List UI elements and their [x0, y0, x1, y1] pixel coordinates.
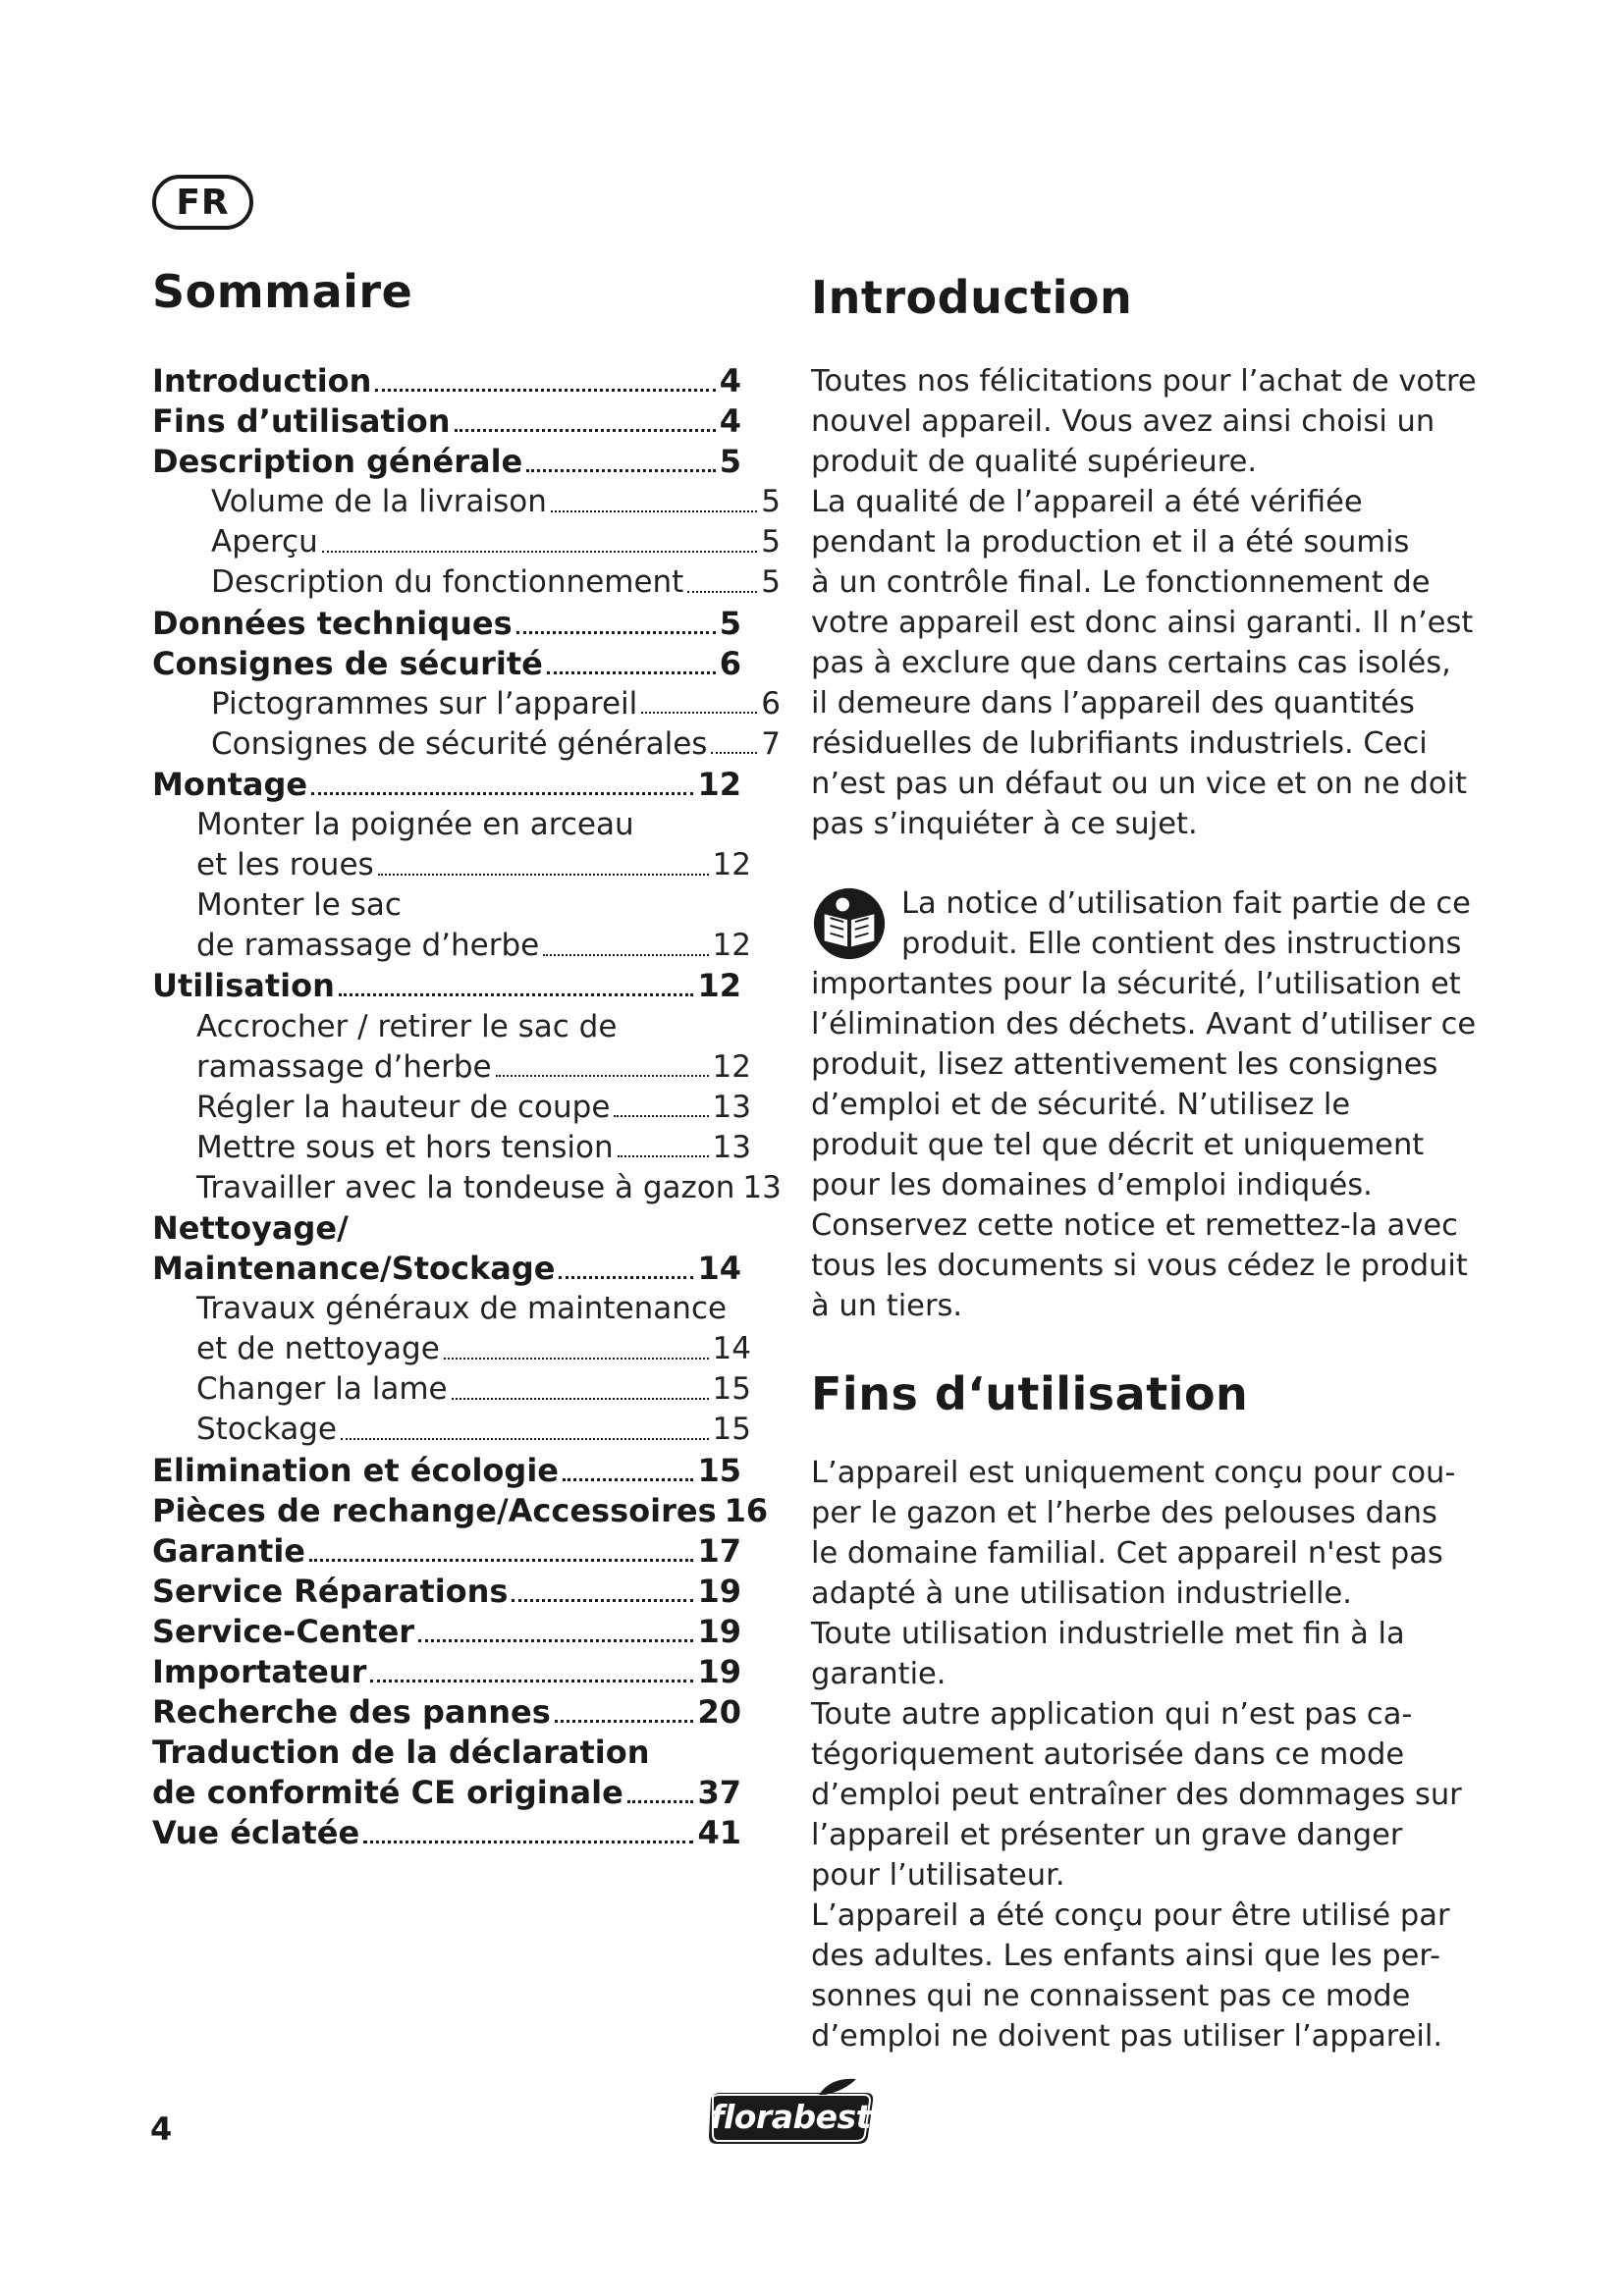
text-line: pendant la production et il a été soumis — [811, 525, 1410, 560]
toc-leader — [551, 510, 757, 512]
toc-entry-page: 17 — [697, 1531, 741, 1570]
toc-entry — [152, 1773, 781, 1813]
toc-entry-label: Service Réparations — [152, 1572, 509, 1610]
toc-entry-label: Monter le sac — [196, 887, 402, 924]
fins-utilisation-text — [811, 1453, 1462, 2056]
florabest-logo-text: florabest — [710, 2098, 871, 2136]
toc-entry-label: Traduction de la déclaration — [152, 1734, 650, 1772]
toc-entry — [152, 1249, 781, 1289]
toc-entry — [152, 522, 781, 562]
toc-title: Sommaire — [152, 265, 413, 318]
toc-entry-label: Nettoyage/ — [152, 1208, 349, 1247]
toc-entry-label: Vue éclatée — [152, 1814, 360, 1852]
toc-entry-page: 5 — [719, 443, 741, 481]
toc-entry — [152, 1088, 781, 1128]
toc-entry-label: Travaux généraux de maintenance — [196, 1291, 728, 1327]
toc-entry — [152, 644, 781, 684]
toc-entry — [152, 1128, 781, 1168]
toc-entry-label: Description générale — [152, 443, 523, 481]
toc-entry-label: Montage — [152, 765, 308, 803]
toc-leader — [363, 1841, 693, 1843]
toc-entry-label: Service-Center — [152, 1612, 415, 1650]
toc-leader — [322, 551, 758, 553]
text-line: l’appareil et présenter un grave danger — [811, 1818, 1403, 1852]
text-line: produit. Elle contient des instructions — [901, 927, 1462, 961]
toc-entry-label: Description du fonctionnement — [211, 564, 684, 601]
text-line: d’emploi peut entraîner des dommages sur — [811, 1778, 1462, 1812]
toc-entry — [152, 562, 781, 603]
toc-leader — [614, 1115, 708, 1117]
toc-entry — [152, 724, 781, 765]
page-number: 4 — [150, 2110, 173, 2148]
toc-entry-page: 15 — [697, 1451, 741, 1489]
toc-entry-page: 41 — [697, 1814, 741, 1852]
toc-entry — [152, 926, 781, 966]
toc-leader — [512, 1599, 693, 1602]
text-line: adapté à une utilisation industrielle. — [811, 1576, 1352, 1611]
toc-entry-page: 13 — [712, 1129, 751, 1165]
toc-leader — [641, 712, 757, 714]
toc-leader — [375, 389, 715, 392]
toc-leader — [563, 1478, 693, 1481]
text-line: importantes pour la sécurité, l’utilisation et — [811, 967, 1461, 1001]
toc-leader — [444, 1358, 709, 1360]
toc-entry — [152, 1733, 781, 1773]
toc-entry-page: 14 — [697, 1250, 741, 1288]
toc-leader — [711, 752, 757, 754]
toc-leader — [618, 1155, 709, 1157]
toc-leader — [559, 1276, 693, 1279]
toc-entry-label: ramassage d’herbe — [196, 1048, 492, 1085]
text-line: à un contrôle final. Le fonctionnement de — [811, 565, 1431, 600]
text-line: n’est pas un défaut ou un vice et on ne doit — [811, 767, 1468, 801]
toc-entry-label: Travailler avec la tondeuse à gazon — [196, 1169, 735, 1205]
fins-utilisation-title: Fins d‘utilisation — [811, 1367, 1249, 1420]
toc-entry-label: Consignes de sécurité générales — [211, 725, 708, 762]
toc-entry-label: Utilisation — [152, 967, 335, 1005]
toc-entry — [152, 1329, 781, 1369]
toc-entry-page: 12 — [697, 967, 741, 1005]
toc-entry — [152, 442, 781, 482]
toc-entry-label: Importateur — [152, 1653, 367, 1690]
toc-entry-page: 19 — [697, 1572, 741, 1610]
toc-entry — [152, 805, 781, 845]
toc-entry — [152, 1491, 781, 1531]
toc-entry-page: 13 — [742, 1169, 782, 1205]
language-badge: FR — [152, 175, 253, 230]
toc-entry-page: 15 — [712, 1371, 751, 1408]
text-line: produit que tel que décrit et uniquement — [811, 1128, 1425, 1162]
toc-entry-label: Pictogrammes sur l’appareil — [211, 685, 638, 721]
toc-entry-label: et de nettoyage — [196, 1331, 440, 1367]
text-line: Toute utilisation industrielle met fin à la — [811, 1617, 1405, 1651]
toc-entry-page: 13 — [712, 1089, 751, 1125]
text-line: d’emploi ne doivent pas utiliser l’appareil. — [811, 2019, 1443, 2054]
toc-entry-page: 6 — [719, 644, 741, 682]
toc-leader — [452, 1398, 709, 1400]
toc-entry-page: 4 — [719, 362, 741, 400]
toc-entry — [152, 1652, 781, 1692]
table-of-contents — [152, 361, 781, 1853]
text-line: La qualité de l’appareil a été vérifiée — [811, 485, 1363, 519]
toc-entry-label: Données techniques — [152, 604, 513, 642]
toc-entry — [152, 1531, 781, 1572]
text-line: Toute autre application qui n’est pas ca- — [811, 1697, 1413, 1732]
text-line: L’appareil est uniquement conçu pour cou- — [811, 1456, 1456, 1490]
toc-entry-page: 15 — [712, 1412, 751, 1448]
toc-entry-label: Introduction — [152, 362, 372, 400]
text-line: per le gazon et l’herbe des pelouses dans — [811, 1496, 1437, 1530]
toc-entry — [152, 966, 781, 1006]
toc-leader — [311, 792, 693, 795]
text-line: des adultes. Les enfants ainsi que les per- — [811, 1939, 1441, 1973]
toc-leader — [547, 671, 716, 674]
toc-leader — [370, 1680, 693, 1682]
text-line: L’appareil a été conçu pour être utilisé par — [811, 1898, 1450, 1933]
toc-entry-page: 14 — [712, 1331, 751, 1367]
toc-entry-page: 20 — [697, 1693, 741, 1732]
toc-entry-page: 19 — [697, 1653, 741, 1690]
toc-entry — [152, 1007, 781, 1047]
toc-entry-label: Maintenance/Stockage — [152, 1250, 556, 1288]
toc-entry-page: 5 — [761, 524, 781, 561]
toc-entry — [152, 1208, 781, 1249]
toc-entry-label: Mettre sous et hors tension — [196, 1129, 614, 1165]
text-line: Conservez cette notice et remettez-la avec — [811, 1208, 1458, 1243]
toc-entry-page: 12 — [697, 765, 741, 803]
toc-entry-page: 12 — [712, 847, 751, 883]
toc-entry-page: 7 — [761, 725, 781, 762]
toc-leader — [339, 993, 694, 996]
toc-entry — [152, 1813, 781, 1853]
text-line: pas à exclure que dans certains cas isolés, — [811, 646, 1451, 680]
toc-entry-label: Consignes de sécurité — [152, 644, 543, 682]
toc-entry-label: Recherche des pannes — [152, 1693, 551, 1732]
toc-entry-page: 5 — [719, 604, 741, 642]
text-line: pour les domaines d’emploi indiqués. — [811, 1168, 1373, 1202]
toc-entry — [152, 1612, 781, 1652]
toc-entry — [152, 1692, 781, 1733]
toc-entry — [152, 1047, 781, 1088]
toc-entry-label: Monter la poignée en arceau — [196, 807, 634, 843]
introduction-title: Introduction — [811, 271, 1133, 324]
toc-entry-label: Changer la lame — [196, 1371, 448, 1408]
text-line: pas s’inquiéter à ce sujet. — [811, 807, 1198, 841]
toc-entry — [152, 1451, 781, 1491]
text-line: votre appareil est donc ainsi garanti. Il n’est — [811, 606, 1474, 640]
toc-entry-page: 12 — [712, 1048, 751, 1085]
text-line: tous les documents si vous cédez le produit — [811, 1249, 1468, 1283]
text-line: La notice d’utilisation fait partie de ce — [901, 886, 1471, 921]
toc-entry-page: 37 — [697, 1774, 741, 1812]
text-line: nouvel appareil. Vous avez ainsi choisi un — [811, 404, 1435, 439]
toc-entry — [152, 1168, 781, 1208]
text-line: le domaine familial. Cet appareil n'est pas — [811, 1536, 1443, 1571]
text-line: Toutes nos félicitations pour l’achat de votre — [811, 364, 1477, 399]
toc-entry — [152, 1410, 781, 1450]
text-line: pour l’utilisateur. — [811, 1858, 1065, 1893]
text-line: résiduelles de lubrifiants industriels. Ceci — [811, 726, 1428, 761]
toc-entry-page: 5 — [761, 484, 781, 520]
text-line: il demeure dans l’appareil des quantités — [811, 686, 1415, 721]
toc-leader — [627, 1800, 694, 1803]
introduction-text — [811, 361, 1477, 844]
text-line: produit de qualité supérieure. — [811, 445, 1258, 479]
toc-entry-page: 12 — [712, 928, 751, 964]
toc-leader — [555, 1720, 694, 1723]
toc-entry — [152, 1369, 781, 1410]
text-line: produit, lisez attentivement les consignes — [811, 1047, 1438, 1082]
text-line: garantie. — [811, 1657, 947, 1691]
toc-entry — [152, 1572, 781, 1612]
toc-entry-page: 5 — [761, 564, 781, 601]
toc-entry-label: Accrocher / retirer le sac de — [196, 1008, 618, 1044]
toc-entry-label: Stockage — [196, 1412, 337, 1448]
toc-leader — [687, 591, 757, 593]
toc-entry — [152, 765, 781, 805]
toc-entry — [152, 604, 781, 644]
toc-entry-page: 4 — [719, 402, 741, 441]
text-line: d’emploi et de sécurité. N’utilisez le — [811, 1088, 1351, 1122]
toc-entry-label: Garantie — [152, 1531, 305, 1570]
text-line: sonnes qui ne connaissent pas ce mode — [811, 1979, 1411, 2013]
toc-leader — [526, 469, 715, 472]
toc-entry-label: Fins d’utilisation — [152, 402, 451, 441]
toc-entry — [152, 845, 781, 885]
toc-entry-label: et les roues — [196, 847, 374, 883]
text-line: à un tiers. — [811, 1289, 963, 1323]
toc-leader — [455, 429, 716, 432]
toc-entry-label: Volume de la livraison — [211, 484, 547, 520]
toc-leader — [516, 631, 716, 634]
toc-entry-page: 6 — [761, 685, 781, 721]
toc-entry-label: de ramassage d’herbe — [196, 928, 540, 964]
toc-entry — [152, 1289, 781, 1329]
manual-notice-text — [811, 883, 1477, 1326]
toc-entry — [152, 401, 781, 442]
toc-leader — [341, 1438, 709, 1440]
toc-entry-page: 19 — [697, 1612, 741, 1650]
toc-entry-label: Régler la hauteur de coupe — [196, 1089, 611, 1125]
text-line: tégoriquement autorisée dans ce mode — [811, 1737, 1405, 1772]
toc-entry — [152, 885, 781, 926]
toc-entry-label: Pièces de rechange/Accessoires — [152, 1491, 717, 1529]
toc-entry — [152, 361, 781, 401]
toc-entry — [152, 482, 781, 522]
toc-entry-label: de conformité CE originale — [152, 1774, 623, 1812]
toc-leader — [309, 1559, 693, 1562]
toc-leader — [496, 1075, 709, 1077]
toc-entry-page: 16 — [724, 1491, 769, 1529]
toc-leader — [543, 954, 708, 956]
toc-entry — [152, 684, 781, 724]
toc-leader — [378, 874, 709, 876]
toc-entry-label: Aperçu — [211, 524, 318, 561]
text-line: l’élimination des déchets. Avant d’utiliser ce — [811, 1007, 1477, 1041]
toc-leader — [418, 1639, 693, 1642]
toc-entry-label: Elimination et écologie — [152, 1451, 559, 1489]
